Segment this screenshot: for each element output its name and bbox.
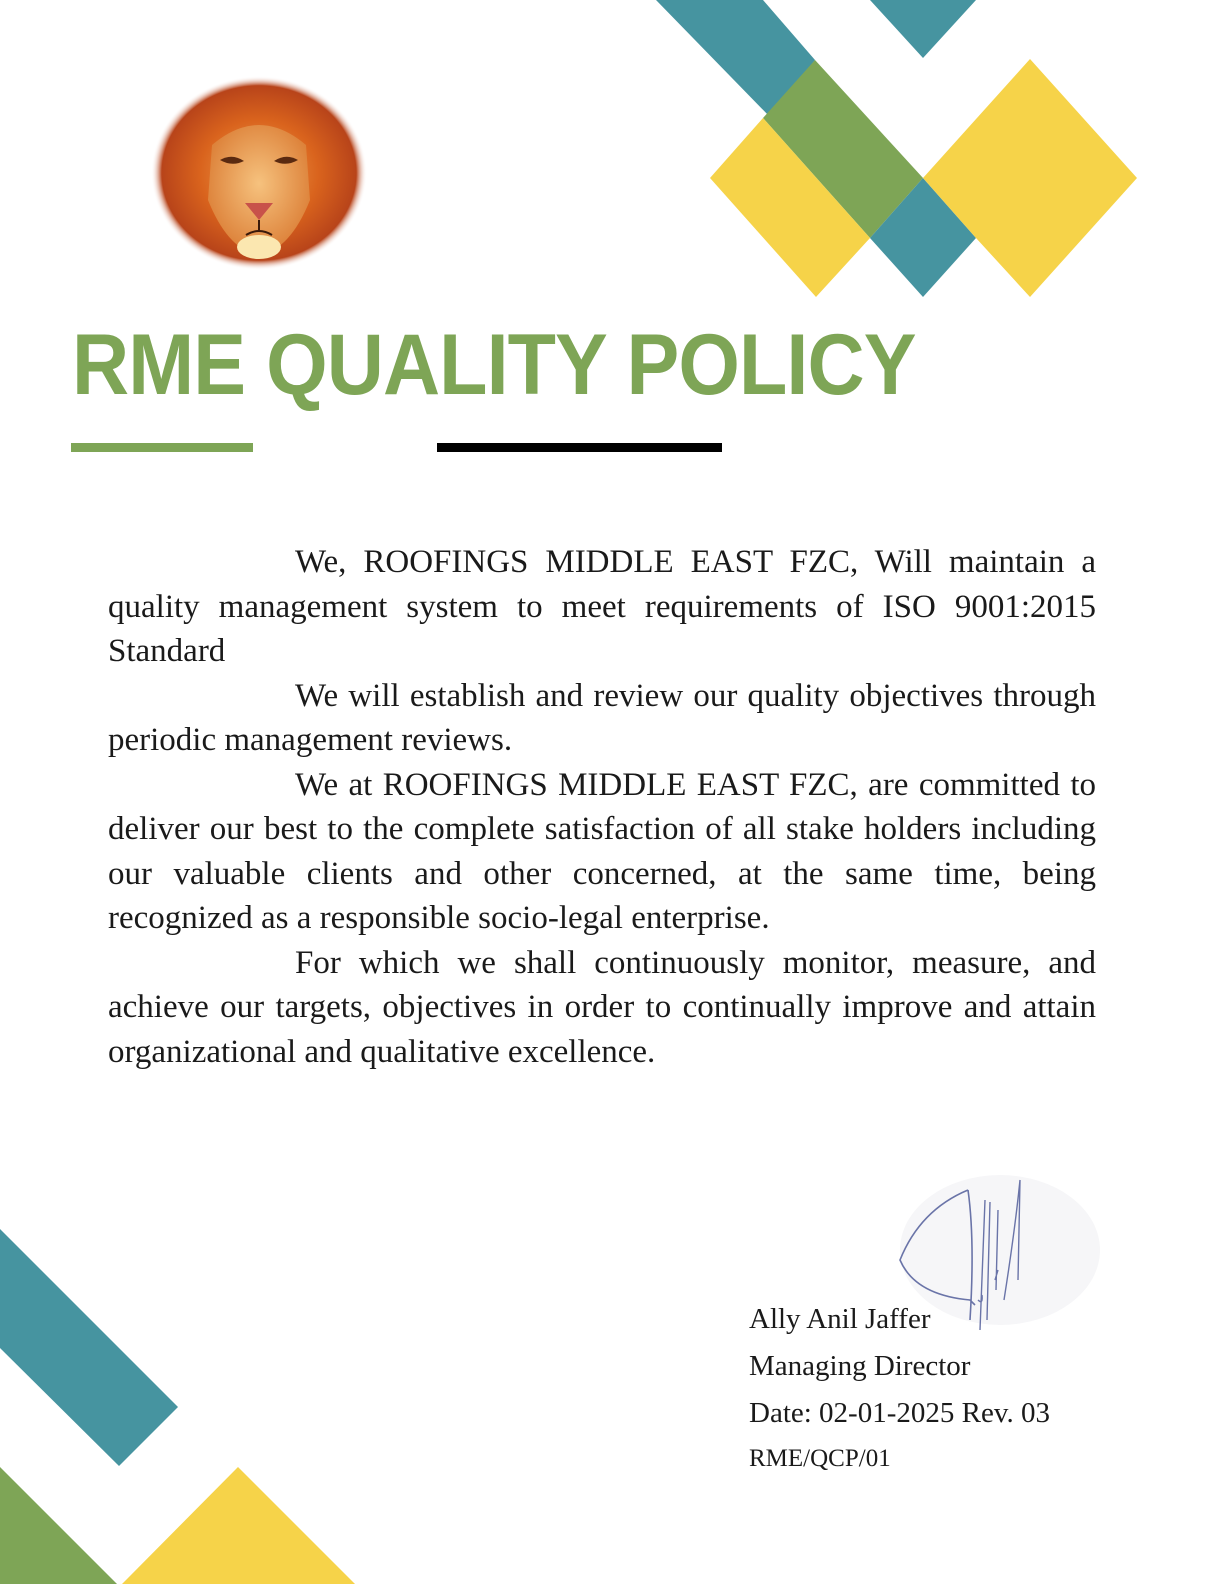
page-title: RME QUALITY POLICY — [72, 317, 916, 413]
document-date: Date: 02-01-2025 Rev. 03 — [749, 1397, 1050, 1429]
policy-paragraph: We at ROOFINGS MIDDLE EAST FZC, are committed to deliver our best to the complete satisfaction of all stake holders including our valuable clients and other concerned, at the same time, being recognized as a responsible socio-legal enterprise. — [108, 766, 1096, 936]
policy-body — [108, 540, 1096, 1074]
signatory-block — [749, 1296, 1050, 1481]
title-underline-black — [437, 443, 722, 452]
signatory-position: Managing Director — [749, 1350, 971, 1382]
teal-diagonal-band-bottom — [0, 1229, 178, 1466]
lion-face-logo — [150, 75, 368, 271]
yellow-diamond-right — [923, 59, 1137, 297]
yellow-diamond-left — [710, 118, 870, 297]
teal-diamond-center — [870, 178, 976, 297]
teal-triangle-top — [870, 0, 976, 58]
teal-diagonal-band-top — [656, 0, 815, 117]
signatory-name: Ally Anil Jaffer — [749, 1303, 931, 1335]
policy-paragraph: We, ROOFINGS MIDDLE EAST FZC, Will maintain a quality management system to meet requirements of ISO 9001:2015 Standard — [108, 544, 1096, 669]
policy-paragraph: For which we shall continuously monitor, measure, and achieve our targets, objectives in order to continually improve and attain organizational and qualitative excellence. — [108, 944, 1096, 1070]
title-underline-green — [71, 443, 253, 452]
document-reference: RME/QCP/01 — [749, 1445, 891, 1472]
policy-paragraph: We will establish and review our quality objectives through periodic management reviews. — [108, 677, 1096, 758]
green-triangle-bottom — [0, 1467, 117, 1584]
yellow-triangle-bottom — [122, 1467, 355, 1584]
green-diamond-top — [763, 60, 923, 238]
